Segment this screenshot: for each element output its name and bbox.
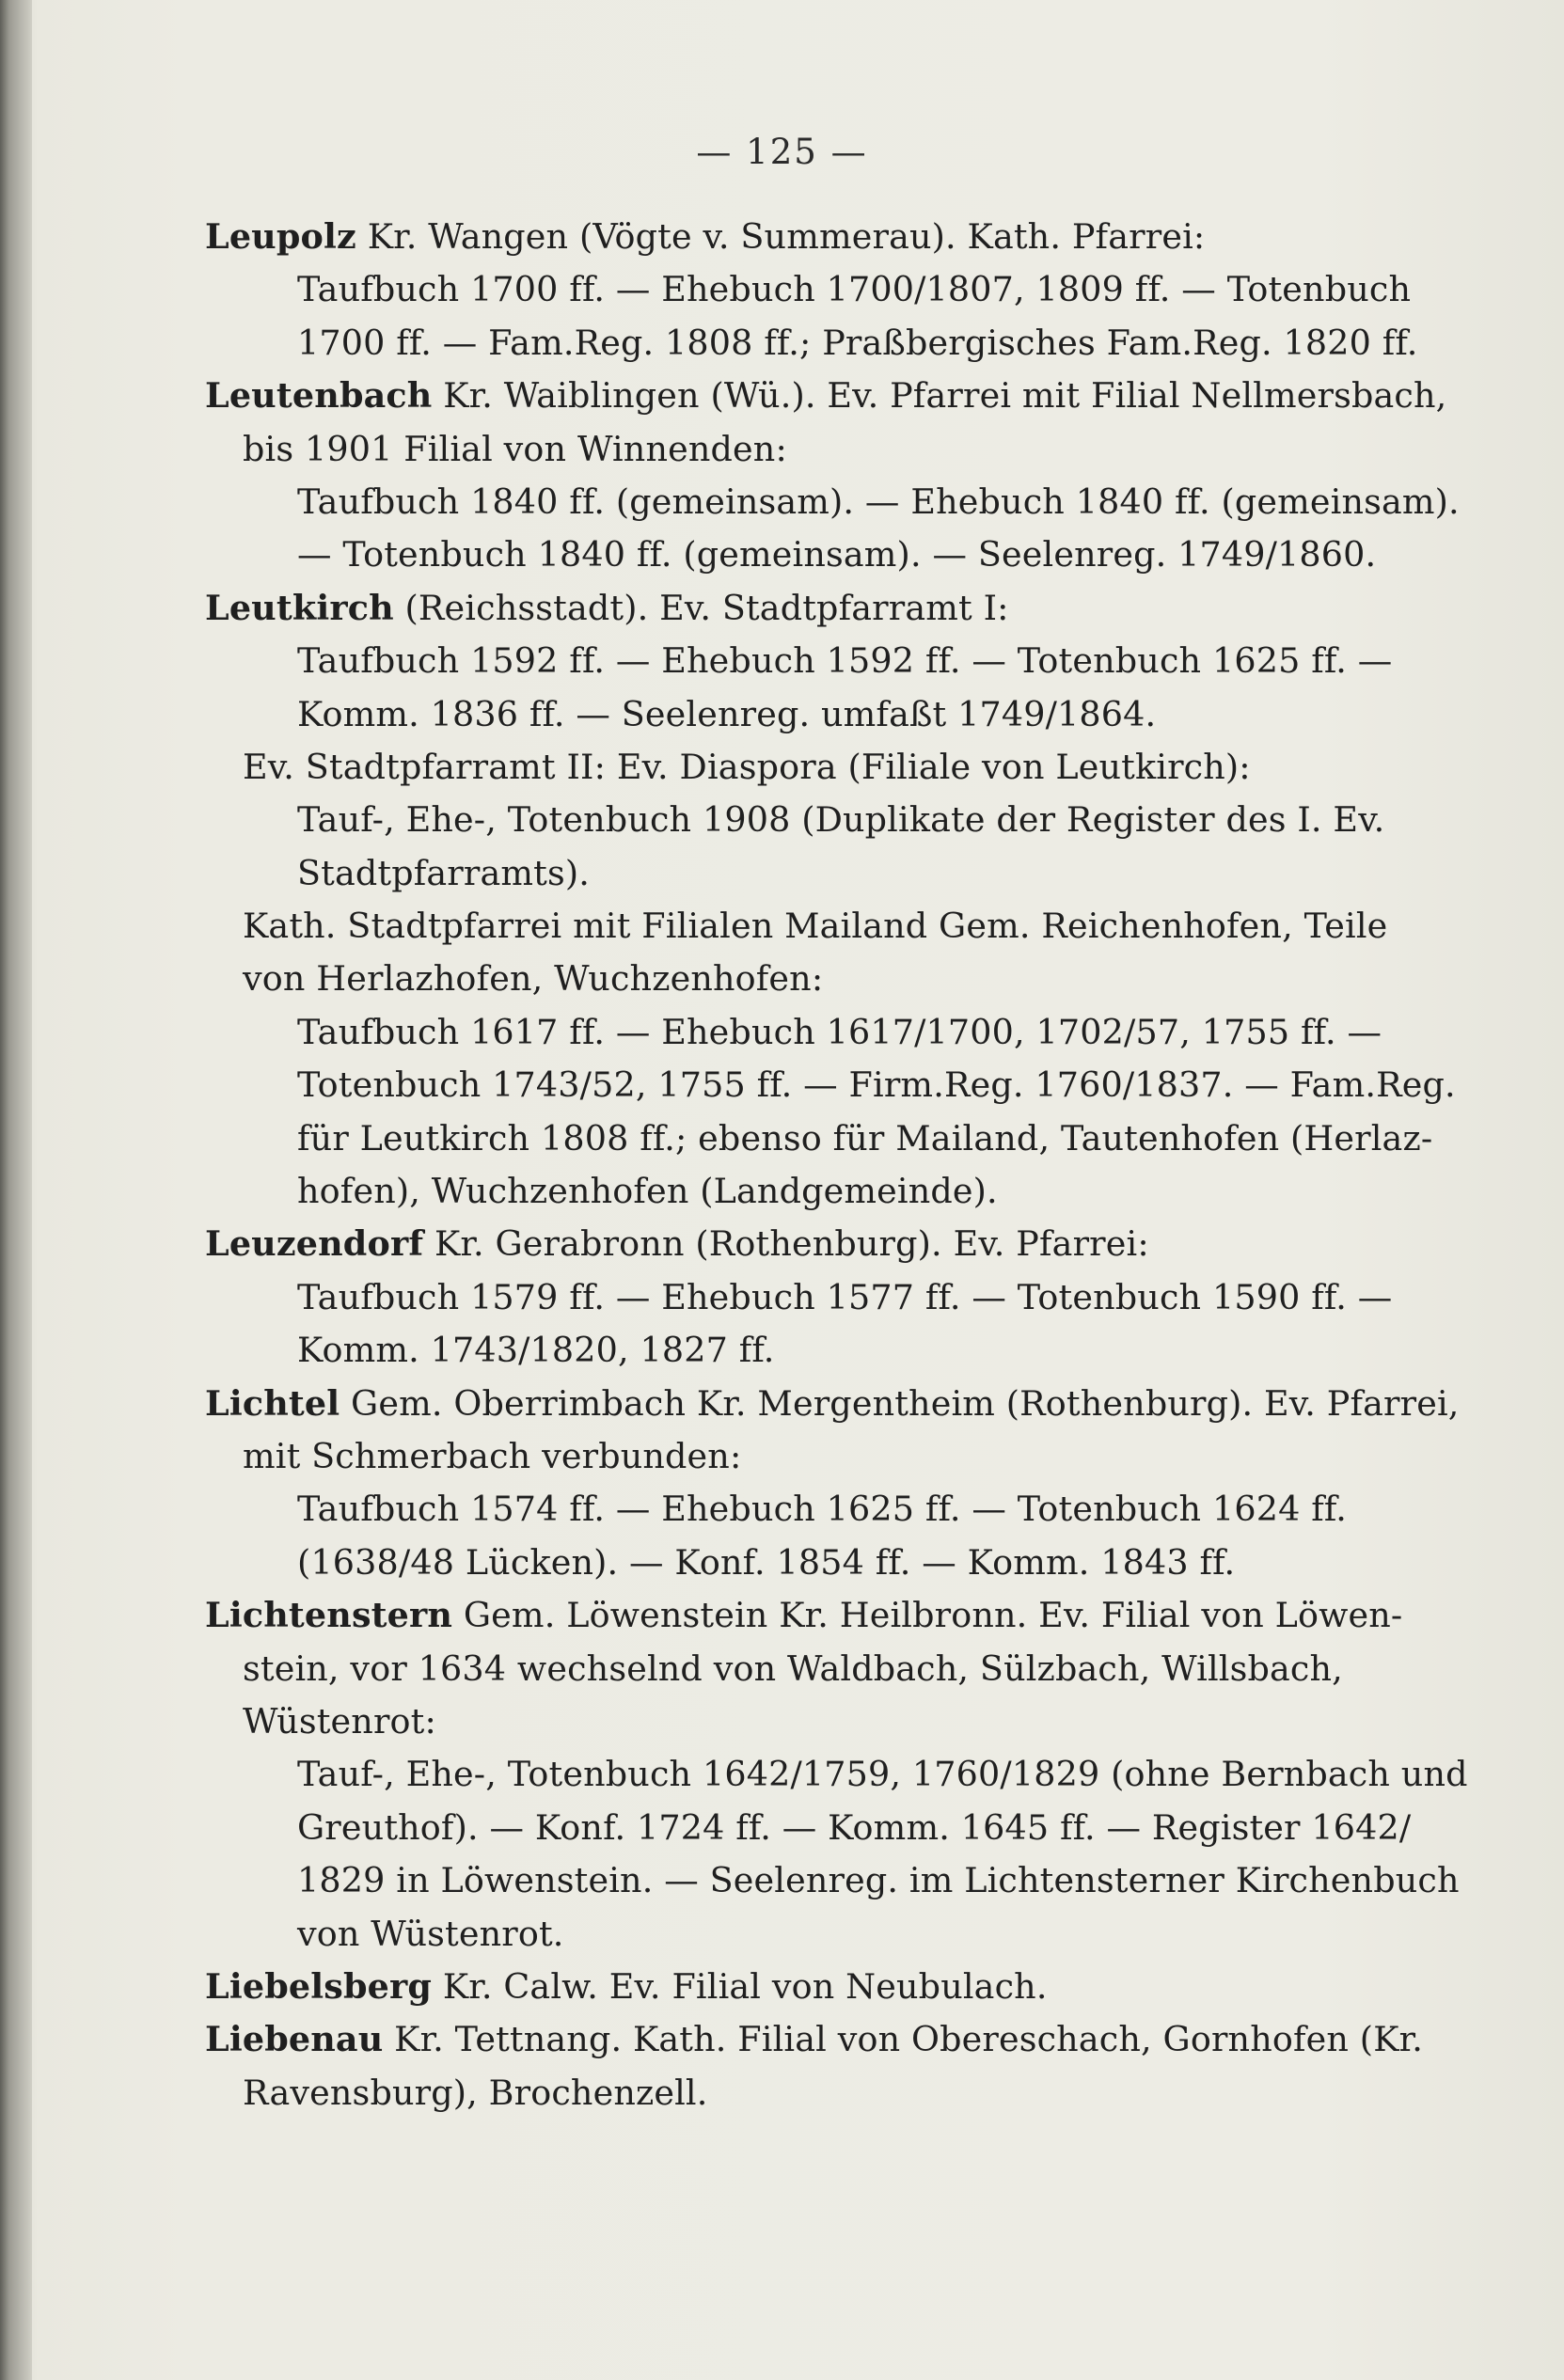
entry-text-line (205, 1748, 1468, 1801)
line-text: — Totenbuch 1840 ff. (gemeinsam). — Seelenreg. 1749/1860. (297, 534, 1377, 575)
entry-text-line (205, 263, 1418, 316)
line-text: Totenbuch 1743/52, 1755 ff. — Firm.Reg. 1760/1837. — Fam.Reg. (297, 1064, 1456, 1106)
place-name: Liebenau (205, 2019, 384, 2060)
entry-text-line (205, 741, 1418, 794)
line-text: Gem. Löwenstein Kr. Heilbronn. Ev. Filial von Löwen- (452, 1595, 1403, 1636)
entry-heading-line (205, 1218, 1418, 1270)
line-text: für Leutkirch 1808 ff.; ebenso für Mailand, Tautenhofen (Herlaz- (297, 1117, 1433, 1158)
entry-text-line (205, 1324, 1418, 1377)
entry-text-line (205, 1059, 1456, 1111)
line-text: stein, vor 1634 wechselnd von Waldbach, Sülzbach, Willsbach, (243, 1647, 1343, 1689)
line-text: Stadtpfarramts). (297, 852, 591, 893)
entry-text-line (205, 1537, 1418, 1589)
line-text: Kath. Stadtpfarrei mit Filialen Mailand Gem. Reichenhofen, Teile (243, 906, 1388, 947)
line-text: (1638/48 Lücken). — Konf. 1854 ff. — Komm. 1843 ff. (297, 1541, 1236, 1583)
entry-text-line (205, 1908, 1418, 1961)
line-text: mit Schmerbach verbunden: (243, 1435, 742, 1476)
register-entries (205, 211, 1468, 2120)
entry-text-line (205, 688, 1418, 741)
entry-text-line (205, 635, 1418, 687)
binding-shadow (0, 0, 32, 2380)
entry-text-line (205, 2067, 1418, 2120)
entry-heading-line (205, 1961, 1418, 2013)
place-name: Leutkirch (205, 587, 394, 628)
entry-text-line (205, 1643, 1418, 1695)
entry-heading-line (205, 582, 1418, 635)
line-text: Greuthof). — Konf. 1724 ff. — Komm. 1645 ff. — Register 1642/ (297, 1806, 1412, 1848)
entry-text-line (205, 900, 1418, 953)
entry-text-line (205, 1112, 1433, 1165)
line-text: bis 1901 Filial von Winnenden: (243, 428, 787, 469)
line-text: hofen), Wuchzenhofen (Landgemeinde). (297, 1171, 998, 1212)
entry-heading-line (205, 211, 1418, 263)
entry-text-line (205, 317, 1418, 370)
line-text: Taufbuch 1617 ff. — Ehebuch 1617/1700, 1702/57, 1755 ff. — (297, 1011, 1382, 1052)
line-text: Tauf-, Ehe-, Totenbuch 1908 (Duplikate der Register des I. Ev. (297, 799, 1385, 841)
line-text: Wüstenrot: (243, 1700, 436, 1742)
line-text: Taufbuch 1700 ff. — Ehebuch 1700/1807, 1809 ff. — Totenbuch (297, 269, 1412, 310)
line-text: Kr. Gerabronn (Rothenburg). Ev. Pfarrei: (423, 1223, 1149, 1265)
entry-heading-line (205, 370, 1447, 422)
line-text: Gem. Oberrimbach Kr. Mergentheim (Rothenburg). Ev. Pfarrei, (340, 1382, 1460, 1424)
entry-text-line (205, 423, 1418, 476)
line-text: Taufbuch 1579 ff. — Ehebuch 1577 ff. — Totenbuch 1590 ff. — (297, 1276, 1393, 1317)
entry-text-line (205, 794, 1418, 846)
entry-heading-line (205, 2013, 1423, 2066)
line-text: Kr. Tettnang. Kath. Filial von Obereschach, Gornhofen (Kr. (383, 2019, 1423, 2060)
entry-text-line (205, 847, 1418, 900)
line-text: (Reichsstadt). Ev. Stadtpfarramt I: (393, 587, 1009, 628)
line-text: Ev. Stadtpfarramt II: Ev. Diaspora (Filiale von Leutkirch): (243, 746, 1251, 787)
line-text: von Herlazhofen, Wuchzenhofen: (243, 958, 824, 1000)
line-text: Kr. Calw. Ev. Filial von Neubulach. (432, 1965, 1048, 2007)
entry-heading-line (205, 1378, 1460, 1430)
entry-text-line (205, 1006, 1418, 1059)
line-text: Komm. 1836 ff. — Seelenreg. umfaßt 1749/1864. (297, 693, 1157, 734)
line-text: Tauf-, Ehe-, Totenbuch 1642/1759, 1760/1829 (ohne Bernbach und (297, 1754, 1468, 1795)
place-name: Lichtel (205, 1382, 340, 1424)
place-name: Lichtenstern (205, 1595, 453, 1636)
place-name: Liebelsberg (205, 1965, 433, 2007)
entry-text-line (205, 1483, 1418, 1536)
line-text: Kr. Wangen (Vögte v. Summerau). Kath. Pfarrei: (355, 216, 1206, 257)
line-text: 1829 in Löwenstein. — Seelenreg. im Lichtensterner Kirchenbuch (297, 1860, 1460, 1901)
line-text: von Wüstenrot. (297, 1913, 564, 1954)
entry-text-line (205, 1271, 1418, 1324)
entry-text-line (205, 476, 1460, 528)
line-text: Ravensburg), Brochenzell. (243, 2072, 708, 2113)
line-text: Taufbuch 1592 ff. — Ehebuch 1592 ff. — Totenbuch 1625 ff. — (297, 640, 1393, 682)
entry-heading-line (205, 1589, 1418, 1642)
entry-text-line (205, 953, 1418, 1005)
entry-text-line (205, 1802, 1418, 1854)
line-text: Kr. Waiblingen (Wü.). Ev. Pfarrei mit Filial Nellmersbach, (432, 375, 1447, 417)
page-number: — 125 — (696, 132, 868, 172)
place-name: Leupolz (205, 216, 356, 257)
place-name: Leutenbach (205, 375, 433, 417)
line-text: Taufbuch 1574 ff. — Ehebuch 1625 ff. — Totenbuch 1624 ff. (297, 1489, 1347, 1530)
line-text: Taufbuch 1840 ff. (gemeinsam). — Ehebuch 1840 ff. (gemeinsam). (297, 481, 1460, 522)
line-text: Komm. 1743/1820, 1827 ff. (297, 1330, 775, 1371)
place-name: Leuzendorf (205, 1223, 424, 1265)
entry-text-line (205, 1165, 1418, 1218)
entry-text-line (205, 528, 1418, 581)
entry-text-line (205, 1854, 1460, 1907)
entry-text-line (205, 1695, 1418, 1748)
entry-text-line (205, 1430, 1418, 1483)
line-text: 1700 ff. — Fam.Reg. 1808 ff.; Praßbergisches Fam.Reg. 1820 ff. (297, 322, 1418, 363)
